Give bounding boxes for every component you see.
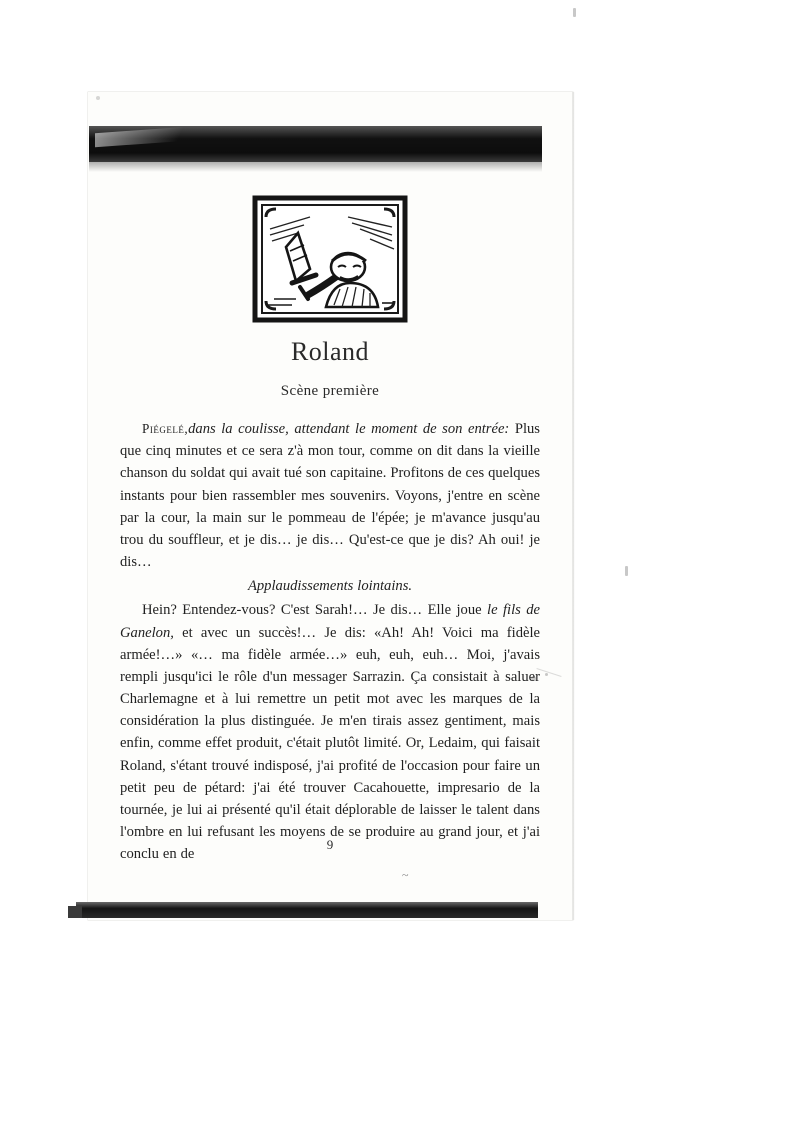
- speaker-name: Piégelé,: [142, 421, 189, 436]
- paragraph-text-a: Hein? Entendez-vous? C'est Sarah!… Je dis… Elle joue: [142, 602, 488, 619]
- scan-artifact-bottom-bar: [76, 902, 538, 918]
- paragraph-text: Plus que cinq minutes et ce sera z'à mon tour, comme on dit dans la vieille chanson du soldat qui avait tué son capitaine. Profitons de ces quelques instants pour bien rassembler mes souvenirs. Voyons, j'entre en scène par la cour, la main sur le pommeau de l'épée; je m'avance jusqu'au trou du souffleur, et je dis… je dis… Qu'est-ce que je dis? Ah oui! je dis…: [120, 421, 540, 571]
- scan-speck: [573, 8, 576, 17]
- stage-direction-line: Applaudissements lointains.: [247, 578, 413, 595]
- page-number: 9: [326, 837, 334, 852]
- stage-direction-inline: dans la coulisse, attendant le moment de son entrée:: [188, 421, 510, 437]
- scan-speck: [545, 673, 548, 676]
- scan-speck: [96, 96, 100, 100]
- scan-smudge: ~: [402, 868, 409, 882]
- paragraph-text-b: et avec un succès!… Je dis: «Ah! Ah! Voici ma fidèle armée!…» «… ma fidèle armée…» euh, euh, euh… Moi, j'avais rempli jusqu'ici le rôle d'un messager Sarrazin. Ça consistait à saluer Charlemagne et à lui remettre un petit mot avec les marques de la considération la plus distinguée. Je m'en tirais assez gentiment, mais enfin, comme effet produit, c'était plutôt limité. Or, Ledaim, qui faisait Roland, s'étant trouvé indisposé, j'ai profité de l'occasion pour faire un petit peu de pétard: j'ai été trouver Cacahouette, impresario de la tournée, je lui ai présenté qu'il était déplorable de laisser le talent dans l'ombre en lui refusant les moyens de se produire au grand jour, et j'ai conclu en de: [120, 624, 540, 863]
- scan-speck: [625, 566, 628, 576]
- chapter-title: Roland: [290, 337, 370, 366]
- woodcut-illustration: [252, 195, 408, 323]
- paragraph-main: [120, 599, 540, 865]
- scene-label: Scène première: [280, 383, 380, 399]
- play-title-italic: le fils de Ganelon,: [120, 602, 541, 641]
- scan-artifact-top-bar: [89, 126, 542, 162]
- page-content: [120, 195, 540, 866]
- paragraph-opening: [120, 418, 540, 573]
